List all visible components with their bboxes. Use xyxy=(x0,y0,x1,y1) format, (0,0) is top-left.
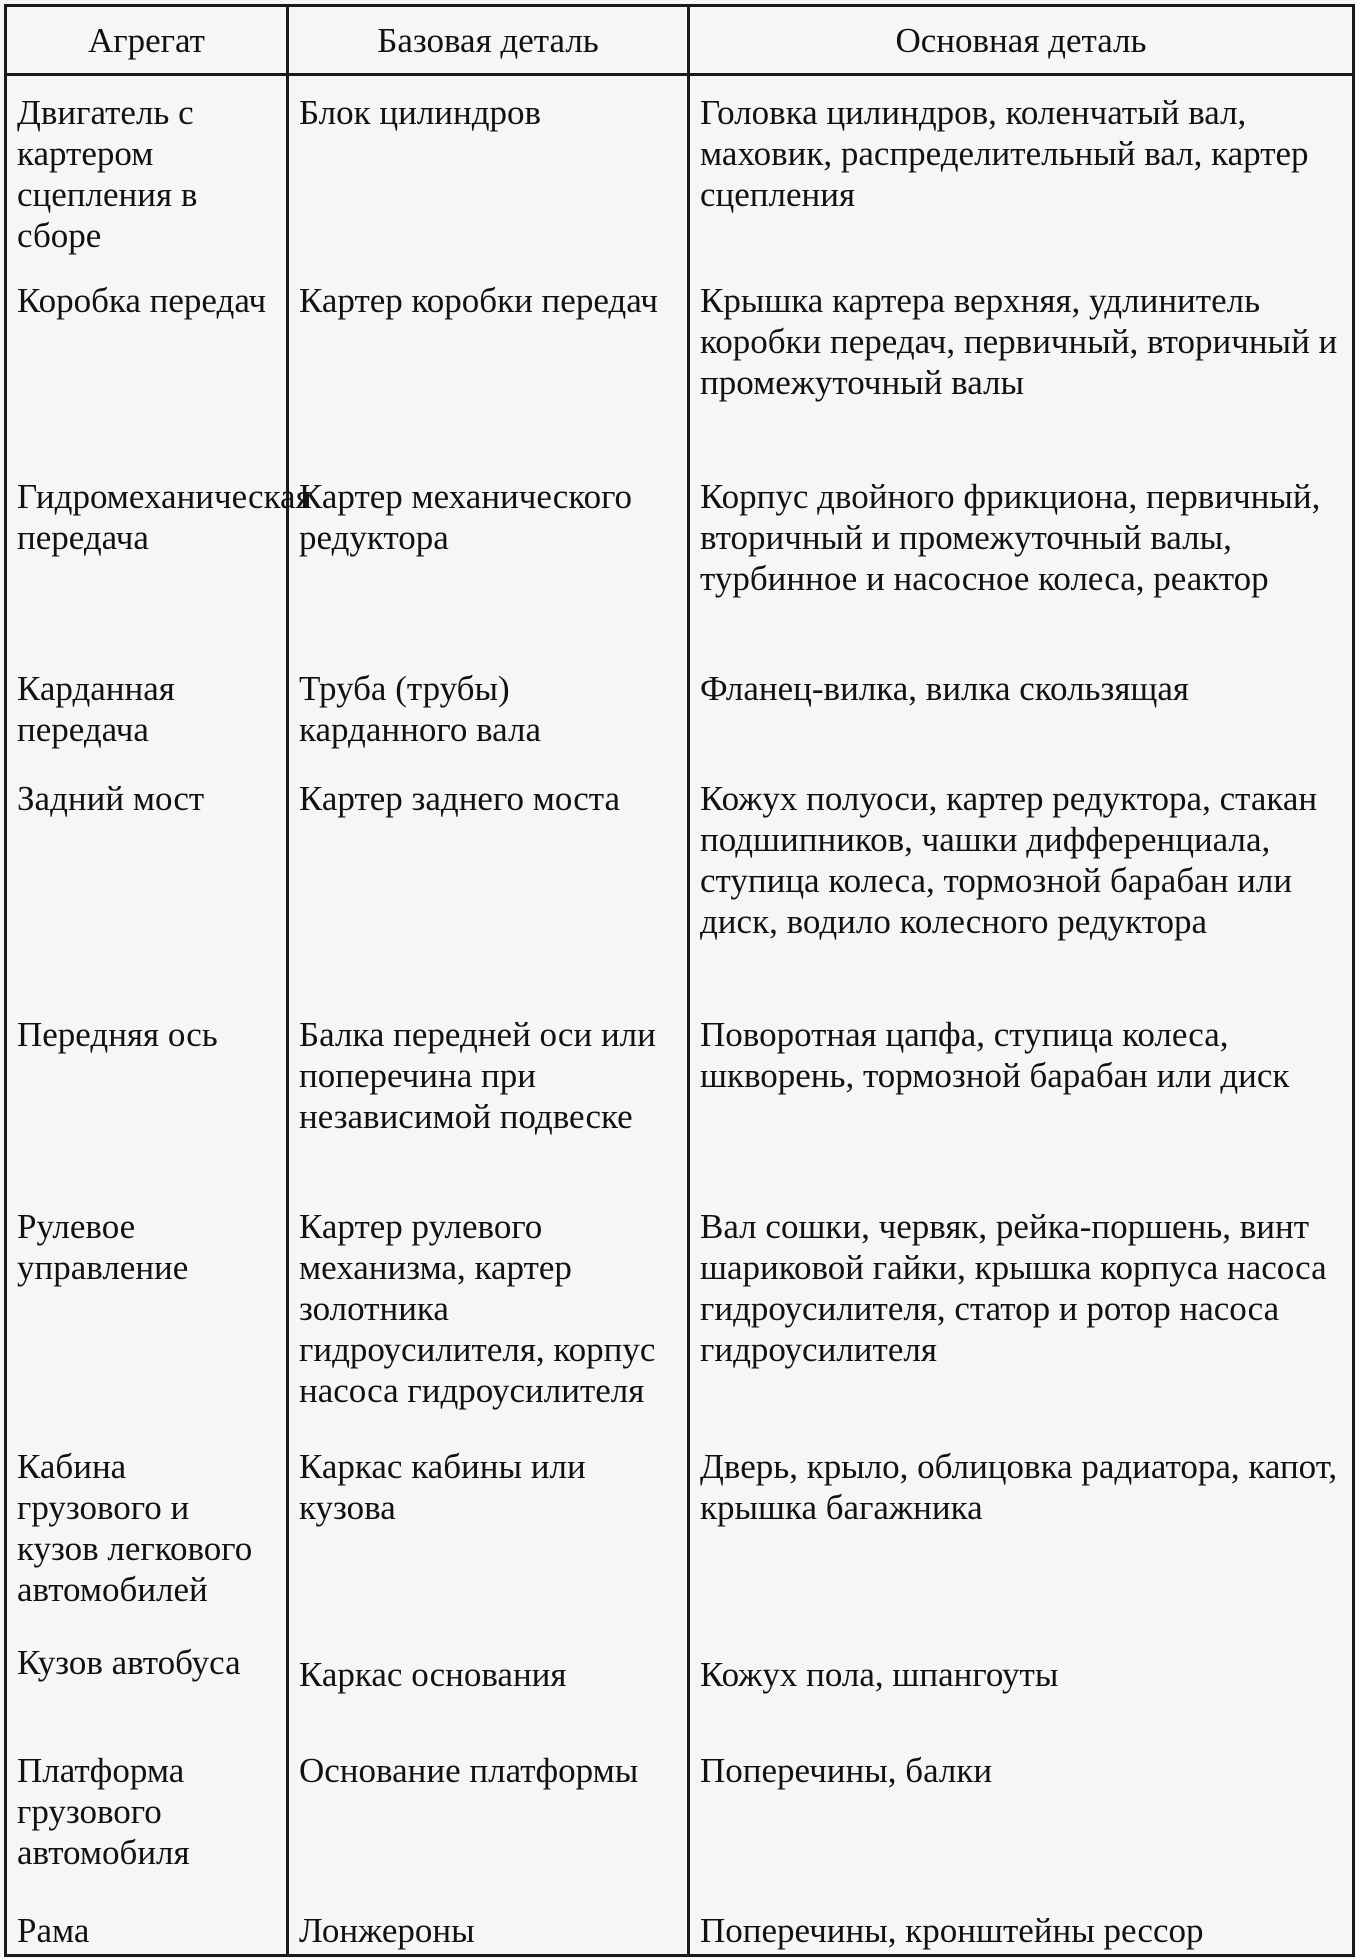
cell-aggregate: Передняя ось xyxy=(17,1015,218,1054)
table-row xyxy=(6,1874,1354,1956)
table-row xyxy=(6,652,1354,762)
cell-aggregate: Задний мост xyxy=(17,779,205,818)
cell-main-part: Головка цилиндров, коленчатый вал, маховик, распределительный вал, картер сцепления xyxy=(700,93,1309,214)
cell-base-part: Балка передней оси или поперечина при независимой подвеске xyxy=(299,1015,656,1136)
header-main-part: Основная деталь xyxy=(689,6,1354,75)
cell-aggregate: Рулевое управление xyxy=(17,1207,189,1287)
cell-main-part: Фланец-вилка, вилка скользящая xyxy=(700,669,1190,708)
header-aggregate: Агрегат xyxy=(6,6,288,75)
cell-main-part: Кожух полуоси, картер редуктора, стакан подшипников, чашки дифференциала, ступица колеса, тормозной барабан или диск, водило колесного редуктора xyxy=(700,779,1318,941)
cell-aggregate: Двигатель с картером сцепления в сборе xyxy=(17,93,198,255)
parts-table xyxy=(4,4,1355,1957)
cell-main-part: Поперечины, балки xyxy=(700,1751,993,1790)
cell-base-part: Каркас кабины или кузова xyxy=(299,1447,586,1527)
table-row xyxy=(6,1430,1354,1626)
cell-aggregate: Платформа грузового автомобиля xyxy=(17,1751,190,1872)
cell-base-part: Лонжероны xyxy=(299,1911,475,1950)
table-row xyxy=(6,75,1354,265)
cell-base-part: Блок цилиндров xyxy=(299,93,542,132)
table-row xyxy=(6,998,1354,1190)
cell-main-part: Кожух пола, шпангоуты xyxy=(700,1655,1059,1694)
table-row xyxy=(6,264,1354,460)
cell-base-part: Картер механического редуктора xyxy=(299,477,633,557)
cell-base-part: Картер заднего моста xyxy=(299,779,621,818)
cell-base-part: Основание платформы xyxy=(299,1751,639,1790)
cell-main-part: Поперечины, кронштейны рессор xyxy=(700,1911,1204,1950)
cell-main-part: Вал сошки, червяк, рейка-поршень, винт шариковой гайки, крышка корпуса насоса гидроусилителя, статор и ротор насоса гидроусилителя xyxy=(700,1207,1327,1369)
table-row xyxy=(6,1626,1354,1734)
table-row xyxy=(6,1734,1354,1874)
cell-aggregate: Гидромеханическая передача xyxy=(17,477,312,557)
cell-base-part: Картер коробки передач xyxy=(299,281,658,320)
cell-aggregate: Карданная передача xyxy=(17,669,175,749)
cell-base-part: Каркас основания xyxy=(299,1655,567,1694)
cell-main-part: Поворотная цапфа, ступица колеса, шкворень, тормозной барабан или диск xyxy=(700,1015,1290,1095)
table-row xyxy=(6,460,1354,652)
cell-aggregate: Кузов автобуса xyxy=(17,1643,241,1682)
header-base-part: Базовая деталь xyxy=(288,6,689,75)
cell-main-part: Крышка картера верхняя, удлинитель коробки передач, первичный, вторичный и промежуточный валы xyxy=(700,281,1338,402)
cell-aggregate: Рама xyxy=(17,1911,90,1950)
cell-main-part: Корпус двойного фрикциона, первичный, вторичный и промежуточный валы, турбинное и насосное колеса, реактор xyxy=(700,477,1321,598)
table-row xyxy=(6,762,1354,998)
table-header-row xyxy=(6,6,1354,75)
cell-base-part: Картер рулевого механизма, картер золотника гидроусилителя, корпус насоса гидроусилителя xyxy=(299,1207,656,1410)
cell-aggregate: Коробка передач xyxy=(17,281,267,320)
table-row xyxy=(6,1190,1354,1430)
cell-main-part: Дверь, крыло, облицовка радиатора, капот, крышка багажника xyxy=(700,1447,1338,1527)
cell-aggregate: Кабина грузового и кузов легкового автомобилей xyxy=(17,1447,253,1609)
cell-base-part: Труба (трубы) карданного вала xyxy=(299,669,541,749)
